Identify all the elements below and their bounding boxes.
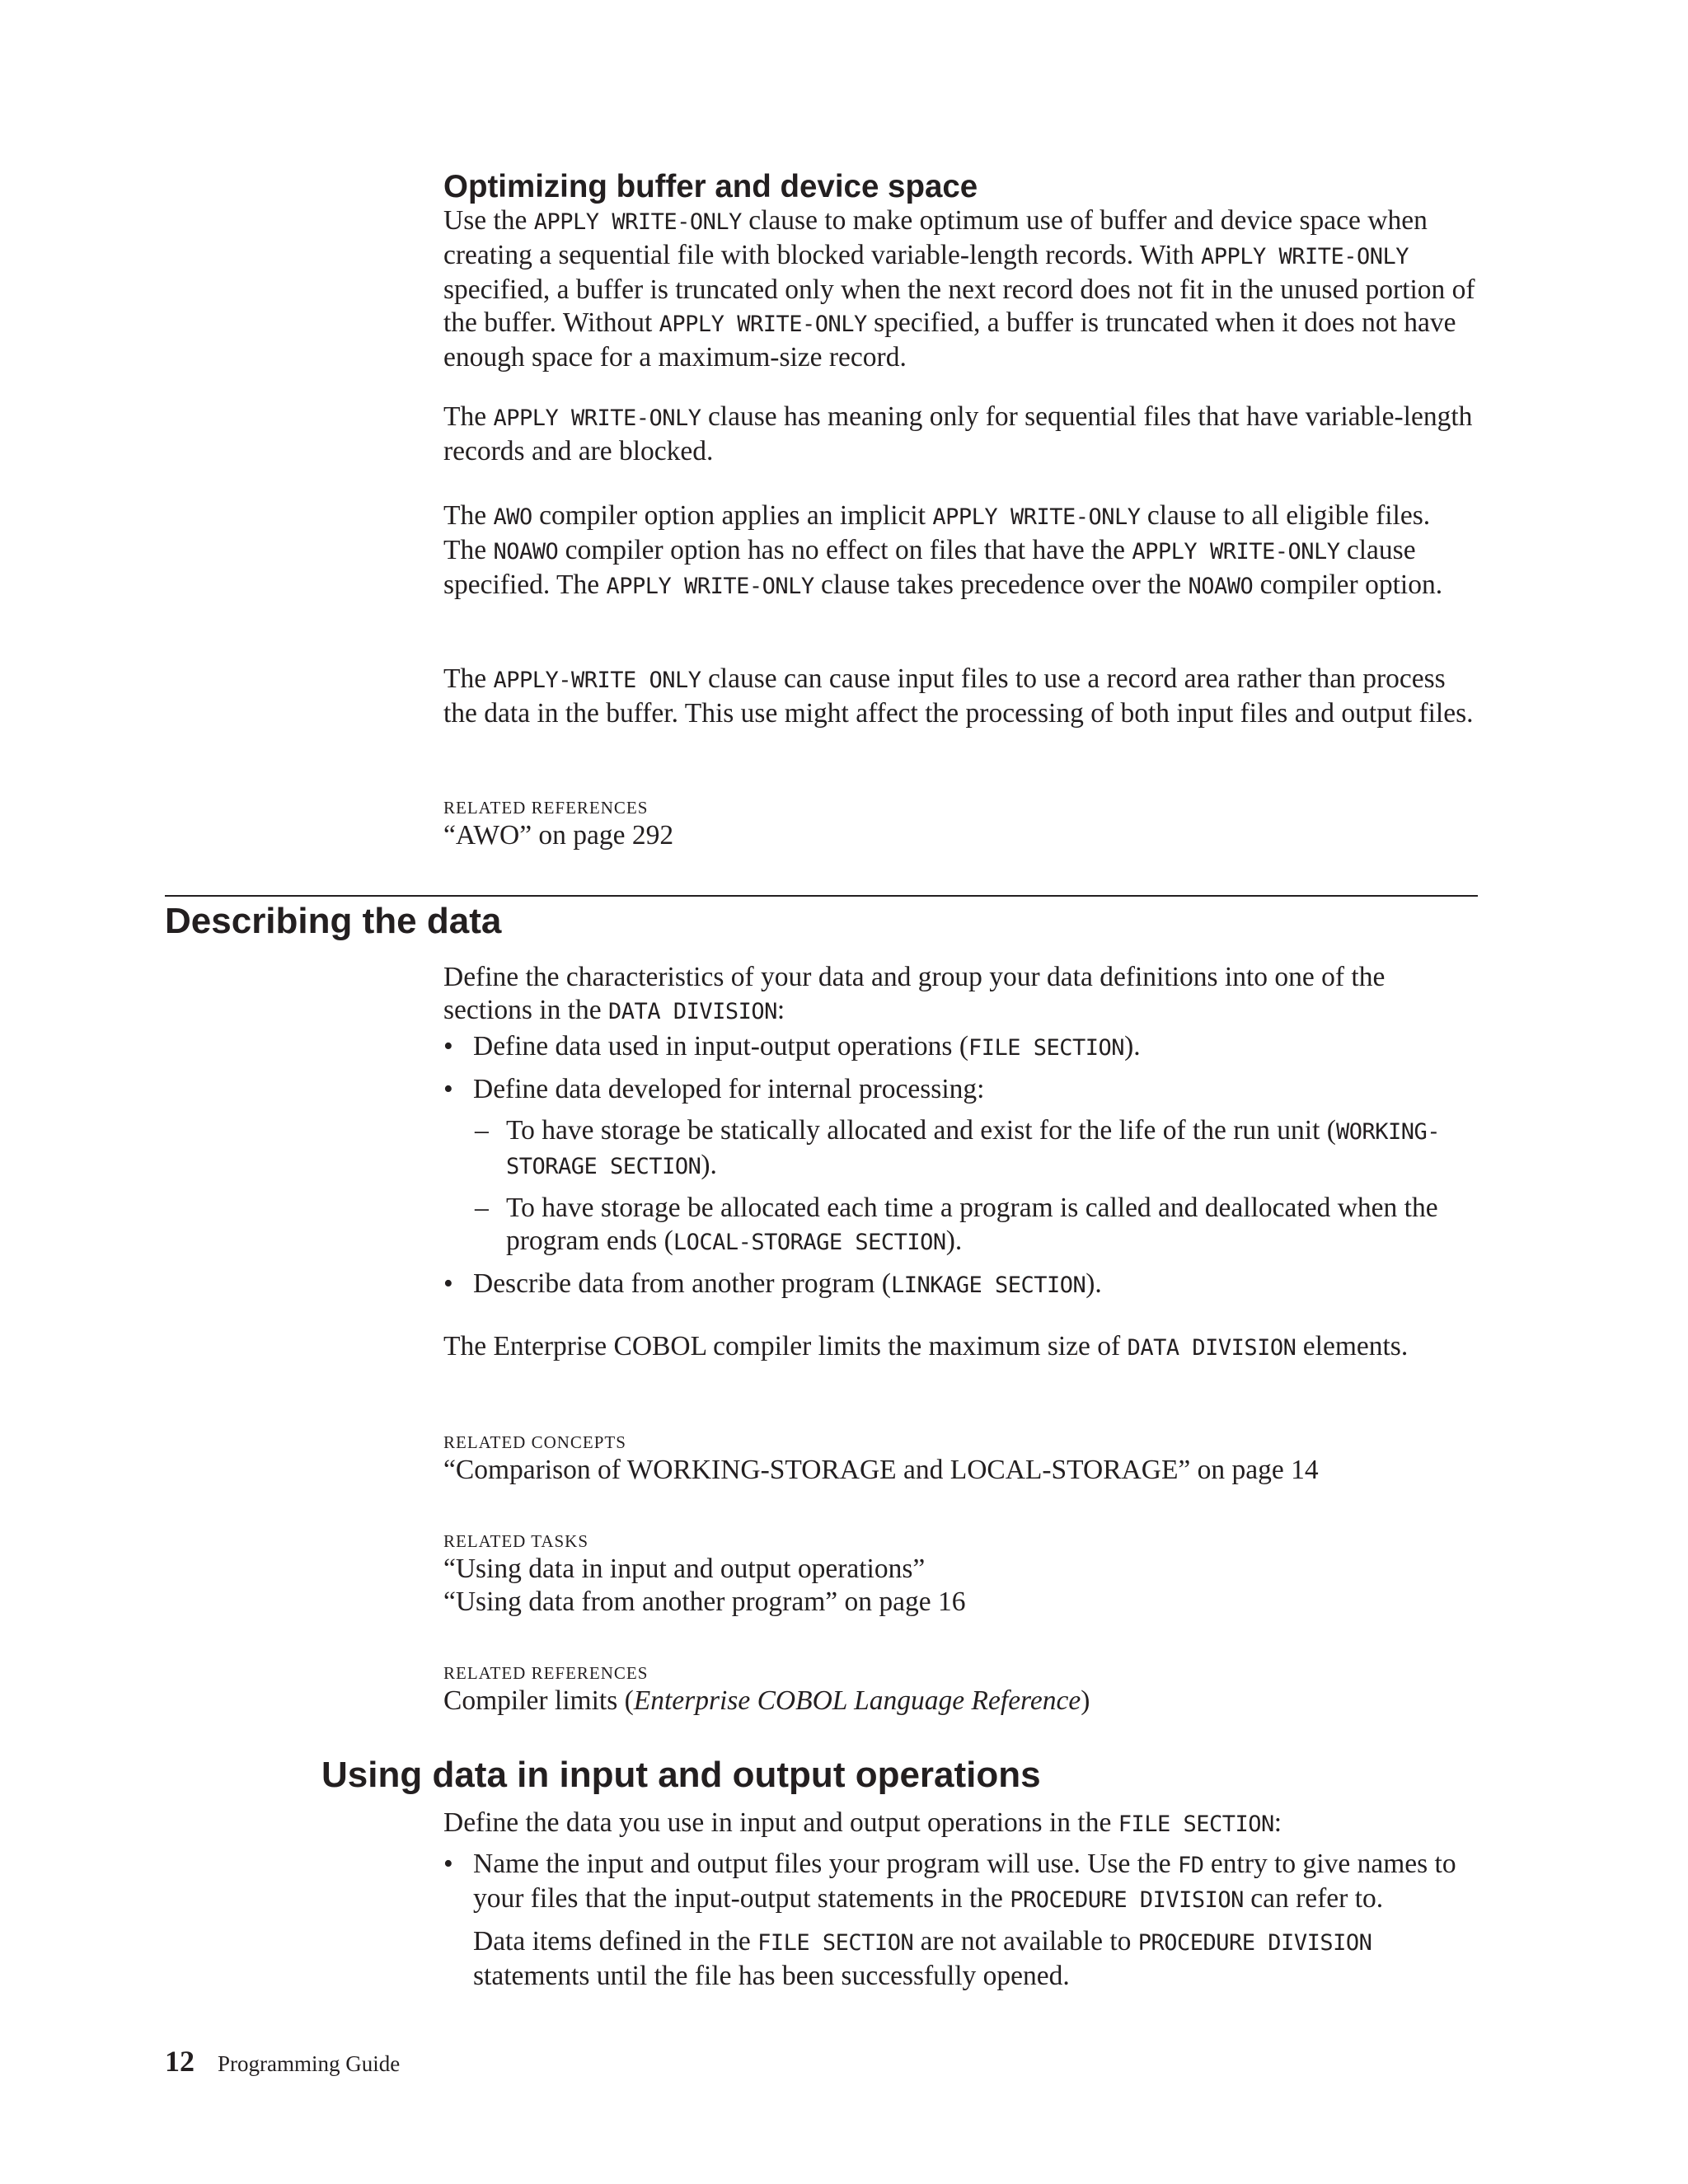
list-item: • Define data developed for internal processing: (443, 1074, 985, 1104)
paragraph: The APPLY WRITE-ONLY clause has meaning only for sequential files that have variable-length records and are blocked. (443, 401, 1473, 466)
related-references (443, 1661, 1478, 1718)
related-tasks (443, 1530, 1478, 1619)
bullet-list (443, 1030, 1478, 1302)
related-tasks-label: RELATED TASKS (443, 1531, 589, 1551)
related-references-label: RELATED REFERENCES (443, 798, 649, 818)
related-link[interactable]: “AWO” on page 292 (443, 820, 674, 851)
related-concepts (443, 1431, 1478, 1487)
section-heading: Using data in input and output operations (321, 1755, 1041, 1795)
section-heading: Optimizing buffer and device space (443, 169, 978, 204)
paragraph: The APPLY-WRITE ONLY clause can cause input files to use a record area rather than process the data in the buffer. This use might affect the processing of both input files and output files. (443, 663, 1474, 729)
related-link[interactable]: “Comparison of WORKING-STORAGE and LOCAL-STORAGE” on page 14 (443, 1455, 1319, 1485)
list-item: • Define data used in input-output operations (FILE SECTION). (443, 1031, 1141, 1062)
related-references (443, 796, 1478, 852)
section-heading: Describing the data (165, 901, 502, 941)
section-divider (165, 895, 1478, 897)
paragraph: Define the characteristics of your data and group your data definitions into one of the sections in the DATA DIVISION: (443, 962, 1386, 1025)
page-footer (165, 2044, 400, 2079)
related-concepts-label: RELATED CONCEPTS (443, 1432, 626, 1452)
paragraph: The Enterprise COBOL compiler limits the maximum size of DATA DIVISION elements. (443, 1331, 1409, 1361)
related-link[interactable]: Compiler limits (Enterprise COBOL Language Reference) (443, 1685, 1090, 1716)
list-item: • Name the input and output files your program will use. Use the FD entry to give names to your files that the input-output statements in the PROCEDURE DIVISION can refer to. (443, 1849, 1456, 1914)
related-references-label: RELATED REFERENCES (443, 1663, 649, 1683)
list-item-continuation: Data items defined in the FILE SECTION are not available to PROCEDURE DIVISION statements until the file has been successfully opened. (473, 1926, 1372, 1991)
paragraph: Use the APPLY WRITE-ONLY clause to make optimum use of buffer and device space when creating a sequential file with blocked variable-length records. With APPLY WRITE-ONLY specified, a buffer is truncated only when the next record does not fit in the unused portion of the buffer. Without APPLY WRITE-ONLY specified, a buffer is truncated when it does not have enough space for a maximum-size record. (443, 205, 1475, 373)
related-link[interactable]: “Using data from another program” on page 16 (443, 1586, 966, 1617)
book-title: Programming Guide (218, 2051, 401, 2076)
bullet-list (443, 1848, 1478, 1993)
list-item: – To have storage be allocated each time a program is called and deallocated when the program ends (LOCAL-STORAGE SECTION). (475, 1193, 1438, 1256)
list-item: • Describe data from another program (LINKAGE SECTION). (443, 1268, 1102, 1299)
paragraph: The AWO compiler option applies an implicit APPLY WRITE-ONLY clause to all eligible files. The NOAWO compiler option has no effect on files that have the APPLY WRITE-ONLY clause specified. The APPLY WRITE-ONLY clause takes precedence over the NOAWO compiler option. (443, 500, 1443, 600)
page-number: 12 (165, 2045, 195, 2078)
paragraph: Define the data you use in input and output operations in the FILE SECTION: (443, 1807, 1282, 1838)
related-link[interactable]: “Using data in input and output operations” (443, 1554, 926, 1584)
list-item: – To have storage be statically allocated and exist for the life of the run unit (WORKING-STORAGE SECTION). (475, 1115, 1440, 1180)
